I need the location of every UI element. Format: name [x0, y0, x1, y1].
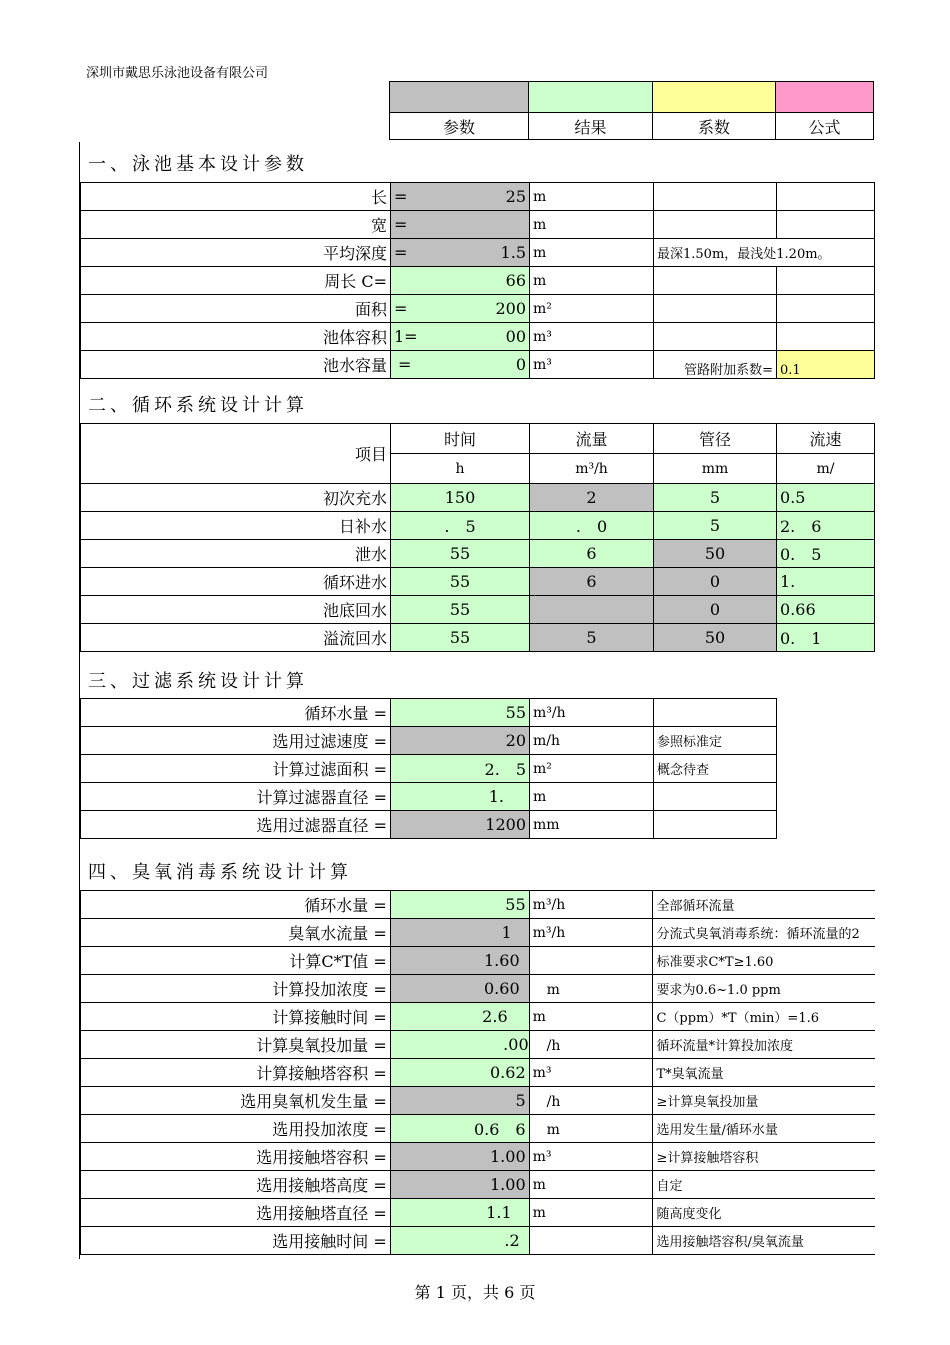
row-label: 计算过滤面积 =: [81, 755, 391, 783]
note-cell: 参照标准定: [654, 727, 777, 755]
s4-row-5: [81, 1031, 876, 1059]
pipe-cell[interactable]: 0: [654, 596, 777, 624]
value-cell: [390, 1227, 529, 1255]
unit-cell: m³/h: [530, 699, 654, 727]
row-label: 计算C*T值 =: [81, 947, 391, 975]
row-label: 溢流回水: [81, 624, 391, 652]
s1-row-area: [81, 295, 875, 323]
row-label: 选用臭氧机发生量 =: [81, 1087, 391, 1115]
row-label: 选用接触塔直径 =: [81, 1199, 391, 1227]
note-cell: 随高度变化: [653, 1199, 875, 1227]
value: 0: [515, 355, 526, 374]
value: 200: [495, 299, 526, 318]
col-header-time: 时间: [391, 424, 530, 454]
time-cell: 150: [391, 484, 530, 512]
s4-row-0: [81, 891, 876, 919]
value: .2: [504, 1231, 520, 1250]
note-cell: [654, 295, 777, 323]
eq-sign: =: [394, 243, 408, 262]
legend-swatch-formula: [776, 82, 874, 113]
s3-row-chosen-diameter: [81, 811, 777, 839]
row-label: 选用接触塔高度 =: [81, 1171, 391, 1199]
note-cell: 要求为0.6~1.0 ppm: [653, 975, 875, 1003]
row-label: 池体容积: [81, 323, 391, 351]
section-4-table: [80, 890, 875, 1255]
legend-swatch-result: [529, 82, 653, 113]
row-label: 泄水: [81, 540, 391, 568]
s4-row-12: [81, 1227, 876, 1255]
item-header: 项目: [81, 424, 391, 484]
value-cell[interactable]: [390, 947, 529, 975]
value: 66: [505, 271, 526, 290]
unit-cell: m/h: [530, 727, 654, 755]
section-2-title: 二、循环系统设计计算: [88, 395, 308, 416]
row-label: 循环水量 =: [81, 699, 391, 727]
value: 2.6: [482, 1007, 508, 1026]
note-cell: 分流式臭氧消毒系统：循环流量的2: [653, 919, 875, 947]
flow-cell[interactable]: 5: [530, 624, 654, 652]
s1-row-length: [81, 183, 875, 211]
value-cell: [391, 783, 530, 811]
legend-swatch-param: [390, 82, 529, 113]
row-label: 长: [81, 183, 391, 211]
flow-cell[interactable]: 6: [530, 568, 654, 596]
s2-row-drain: [81, 540, 875, 568]
velocity-cell: 0. 5: [777, 540, 875, 568]
pipe-cell: 5: [654, 512, 777, 540]
unit-cell: m: [530, 267, 654, 295]
value-cell[interactable]: 1.00: [390, 1143, 529, 1171]
legend-label-coef: 系数: [653, 113, 776, 140]
value: 1.: [488, 787, 504, 806]
legend-label-formula: 公式: [776, 113, 874, 140]
coef-cell[interactable]: 0.1: [777, 351, 875, 379]
note-cell: ≥计算接触塔容积: [653, 1143, 875, 1171]
eq-sign: =: [398, 355, 412, 374]
row-label: 初次充水: [81, 484, 391, 512]
note-cell: 标准要求C*T≥1.60: [653, 947, 875, 975]
velocity-cell: 1.: [777, 568, 875, 596]
col-header-pipe: 管径: [654, 424, 777, 454]
value-cell: [391, 351, 530, 379]
time-cell: 55: [391, 540, 530, 568]
row-label: 选用过滤器直径 =: [81, 811, 391, 839]
worksheet: [79, 142, 875, 1259]
value-cell: 0.62: [390, 1059, 529, 1087]
s4-row-11: [81, 1199, 876, 1227]
unit-cell: m²: [530, 755, 654, 783]
row-label: 计算接触时间 =: [81, 1003, 391, 1031]
row-label: 池水容量: [81, 351, 391, 379]
s1-row-volume: [81, 323, 875, 351]
flow-cell: . 0: [530, 512, 654, 540]
col-header-velocity: 流速: [777, 424, 875, 454]
unit-cell: [529, 1227, 653, 1255]
s2-row-initial-fill: [81, 484, 875, 512]
s4-row-3: [81, 975, 876, 1003]
value-cell[interactable]: 1.00: [390, 1171, 529, 1199]
note-cell: T*臭氧流量: [653, 1059, 875, 1087]
unit-pipe: mm: [654, 454, 777, 484]
row-label: 计算过滤器直径 =: [81, 783, 391, 811]
extra-cell: [777, 267, 875, 295]
unit-cell: m³: [530, 351, 654, 379]
time-cell: 55: [391, 568, 530, 596]
value: 1: [501, 923, 512, 942]
eq-sign: =: [394, 299, 408, 318]
extra-cell: [777, 211, 875, 239]
unit-cell: m²: [530, 295, 654, 323]
flow-cell: 6: [530, 540, 654, 568]
pipe-cell[interactable]: 0: [654, 568, 777, 596]
unit-flow: m³/h: [530, 454, 654, 484]
note-cell: 概念待查: [654, 755, 777, 783]
row-label: 周长 C=: [81, 267, 391, 295]
value-cell[interactable]: 1200: [391, 811, 530, 839]
section-3-table: [80, 698, 777, 839]
row-label: 选用接触时间 =: [81, 1227, 391, 1255]
extra-cell: [777, 295, 875, 323]
row-label: 选用接触塔容积 =: [81, 1143, 391, 1171]
s4-row-9: [81, 1143, 876, 1171]
color-legend: [389, 81, 874, 140]
section-4-title: 四、臭氧消毒系统设计计算: [88, 862, 352, 883]
row-label: 日补水: [81, 512, 391, 540]
pipe-cell[interactable]: 50: [654, 540, 777, 568]
unit-velocity: m/: [777, 454, 875, 484]
unit-cell: m: [529, 1171, 653, 1199]
value-cell: 55: [390, 891, 529, 919]
eq-sign: 1=: [394, 327, 418, 346]
page-footer: 第 1 页，共 6 页: [414, 1283, 536, 1302]
time-cell: 55: [391, 624, 530, 652]
value-cell: [391, 323, 530, 351]
section-3-title: 三、过滤系统设计计算: [88, 671, 308, 692]
time-cell: . 5: [391, 512, 530, 540]
col-header-flow: 流量: [530, 424, 654, 454]
time-cell: 55: [391, 596, 530, 624]
section-1-table: [80, 182, 875, 379]
legend-label-result: 结果: [529, 113, 653, 140]
value: 25: [505, 187, 526, 206]
unit-cell: m: [530, 183, 654, 211]
value-cell: 55: [391, 699, 530, 727]
row-label: 计算臭氧投加量 =: [81, 1031, 391, 1059]
row-label: 面积: [81, 295, 391, 323]
note-cell: [654, 783, 777, 811]
value-cell[interactable]: [391, 211, 530, 239]
value-cell: .00: [390, 1031, 529, 1059]
unit-cell: m: [530, 239, 654, 267]
value-cell: [390, 1003, 529, 1031]
unit-cell: /h: [529, 1087, 653, 1115]
legend-swatch-coef: [653, 82, 776, 113]
legend-label-param: 参数: [390, 113, 529, 140]
note-cell: C（ppm）*T（min）=1.6: [653, 1003, 875, 1031]
value: 00: [505, 327, 526, 346]
unit-cell: m: [529, 1003, 653, 1031]
note-cell: 最深1.50m，最浅处1.20m。: [654, 239, 875, 267]
note-cell: [654, 211, 777, 239]
velocity-cell: 0.66: [777, 596, 875, 624]
row-label: 臭氧水流量 =: [81, 919, 391, 947]
unit-time: h: [391, 454, 530, 484]
unit-cell: m³/h: [529, 891, 653, 919]
unit-cell: m: [530, 211, 654, 239]
row-label: 选用过滤速度 =: [81, 727, 391, 755]
s3-row-filter-area: [81, 755, 777, 783]
value: 0.60: [484, 979, 520, 998]
s4-row-7: [81, 1087, 876, 1115]
note-cell: [654, 323, 777, 351]
s1-row-depth: [81, 239, 875, 267]
extra-cell: [777, 183, 875, 211]
unit-cell: m³: [530, 323, 654, 351]
unit-cell: [529, 947, 653, 975]
s4-row-4: [81, 1003, 876, 1031]
note-cell: 选用接触塔容积/臭氧流量: [653, 1227, 875, 1255]
s1-row-capacity: [81, 351, 875, 379]
s2-row-bottom-return: [81, 596, 875, 624]
unit-cell: m³: [529, 1143, 653, 1171]
s4-row-6: [81, 1059, 876, 1087]
section-2-table: [80, 423, 875, 652]
note-cell: ≥计算臭氧投加量: [653, 1087, 875, 1115]
s2-row-overflow-return: [81, 624, 875, 652]
value-cell: [391, 295, 530, 323]
s4-row-1: [81, 919, 876, 947]
value-cell: [391, 267, 530, 295]
note-cell: 循环流量*计算投加浓度: [653, 1031, 875, 1059]
unit-cell: m³/h: [529, 919, 653, 947]
s2-header-row: [81, 424, 875, 454]
note-cell: [654, 267, 777, 295]
velocity-cell: 0.5: [777, 484, 875, 512]
value-cell[interactable]: [391, 239, 530, 267]
unit-cell: m: [529, 1115, 653, 1143]
value-cell: 0.6 6: [390, 1115, 529, 1143]
velocity-cell: 0. 1: [777, 624, 875, 652]
value: 1.1: [486, 1203, 512, 1222]
note-cell: [654, 699, 777, 727]
s2-row-circulation-inlet: [81, 568, 875, 596]
row-label: 循环水量 =: [81, 891, 391, 919]
note-cell: 管路附加系数=: [654, 351, 777, 379]
unit-cell: m: [529, 1199, 653, 1227]
note-cell: [654, 183, 777, 211]
extra-cell: [777, 323, 875, 351]
value-cell[interactable]: [391, 183, 530, 211]
s2-row-daily-makeup: [81, 512, 875, 540]
note-cell: 自定: [653, 1171, 875, 1199]
value-cell[interactable]: [390, 975, 529, 1003]
velocity-cell: 2. 6: [777, 512, 875, 540]
s3-row-circ-flow: [81, 699, 777, 727]
value-cell: [390, 1199, 529, 1227]
pipe-cell: 5: [654, 484, 777, 512]
row-label: 计算接触塔容积 =: [81, 1059, 391, 1087]
eq-sign: =: [394, 187, 408, 206]
unit-cell: m: [530, 783, 654, 811]
s4-row-8: [81, 1115, 876, 1143]
value-cell[interactable]: [390, 919, 529, 947]
row-label: 选用投加浓度 =: [81, 1115, 391, 1143]
value-cell: 2. 5: [391, 755, 530, 783]
pipe-cell[interactable]: 50: [654, 624, 777, 652]
s3-row-filter-speed: [81, 727, 777, 755]
row-label: 循环进水: [81, 568, 391, 596]
row-label: 平均深度: [81, 239, 391, 267]
value: 1.5: [500, 243, 526, 262]
row-label: 宽: [81, 211, 391, 239]
s1-row-perimeter: [81, 267, 875, 295]
unit-cell: /h: [529, 1031, 653, 1059]
note-cell: 选用发生量/循环水量: [653, 1115, 875, 1143]
row-label: 池底回水: [81, 596, 391, 624]
s3-row-calc-diameter: [81, 783, 777, 811]
note-cell: 全部循环流量: [653, 891, 875, 919]
flow-cell[interactable]: 2: [530, 484, 654, 512]
s4-row-10: [81, 1171, 876, 1199]
s4-row-2: [81, 947, 876, 975]
section-1-title: 一、泳池基本设计参数: [88, 154, 308, 175]
value-cell[interactable]: 5: [390, 1087, 529, 1115]
flow-cell[interactable]: [530, 596, 654, 624]
company-name: 深圳市戴思乐泳池设备有限公司: [86, 66, 269, 81]
row-label: 计算投加浓度 =: [81, 975, 391, 1003]
unit-cell: m: [529, 975, 653, 1003]
value-cell[interactable]: 20: [391, 727, 530, 755]
unit-cell: m³: [529, 1059, 653, 1087]
note-cell: [654, 811, 777, 839]
value: 1.60: [484, 951, 520, 970]
s1-row-width: [81, 211, 875, 239]
eq-sign: =: [394, 215, 408, 234]
unit-cell: mm: [530, 811, 654, 839]
